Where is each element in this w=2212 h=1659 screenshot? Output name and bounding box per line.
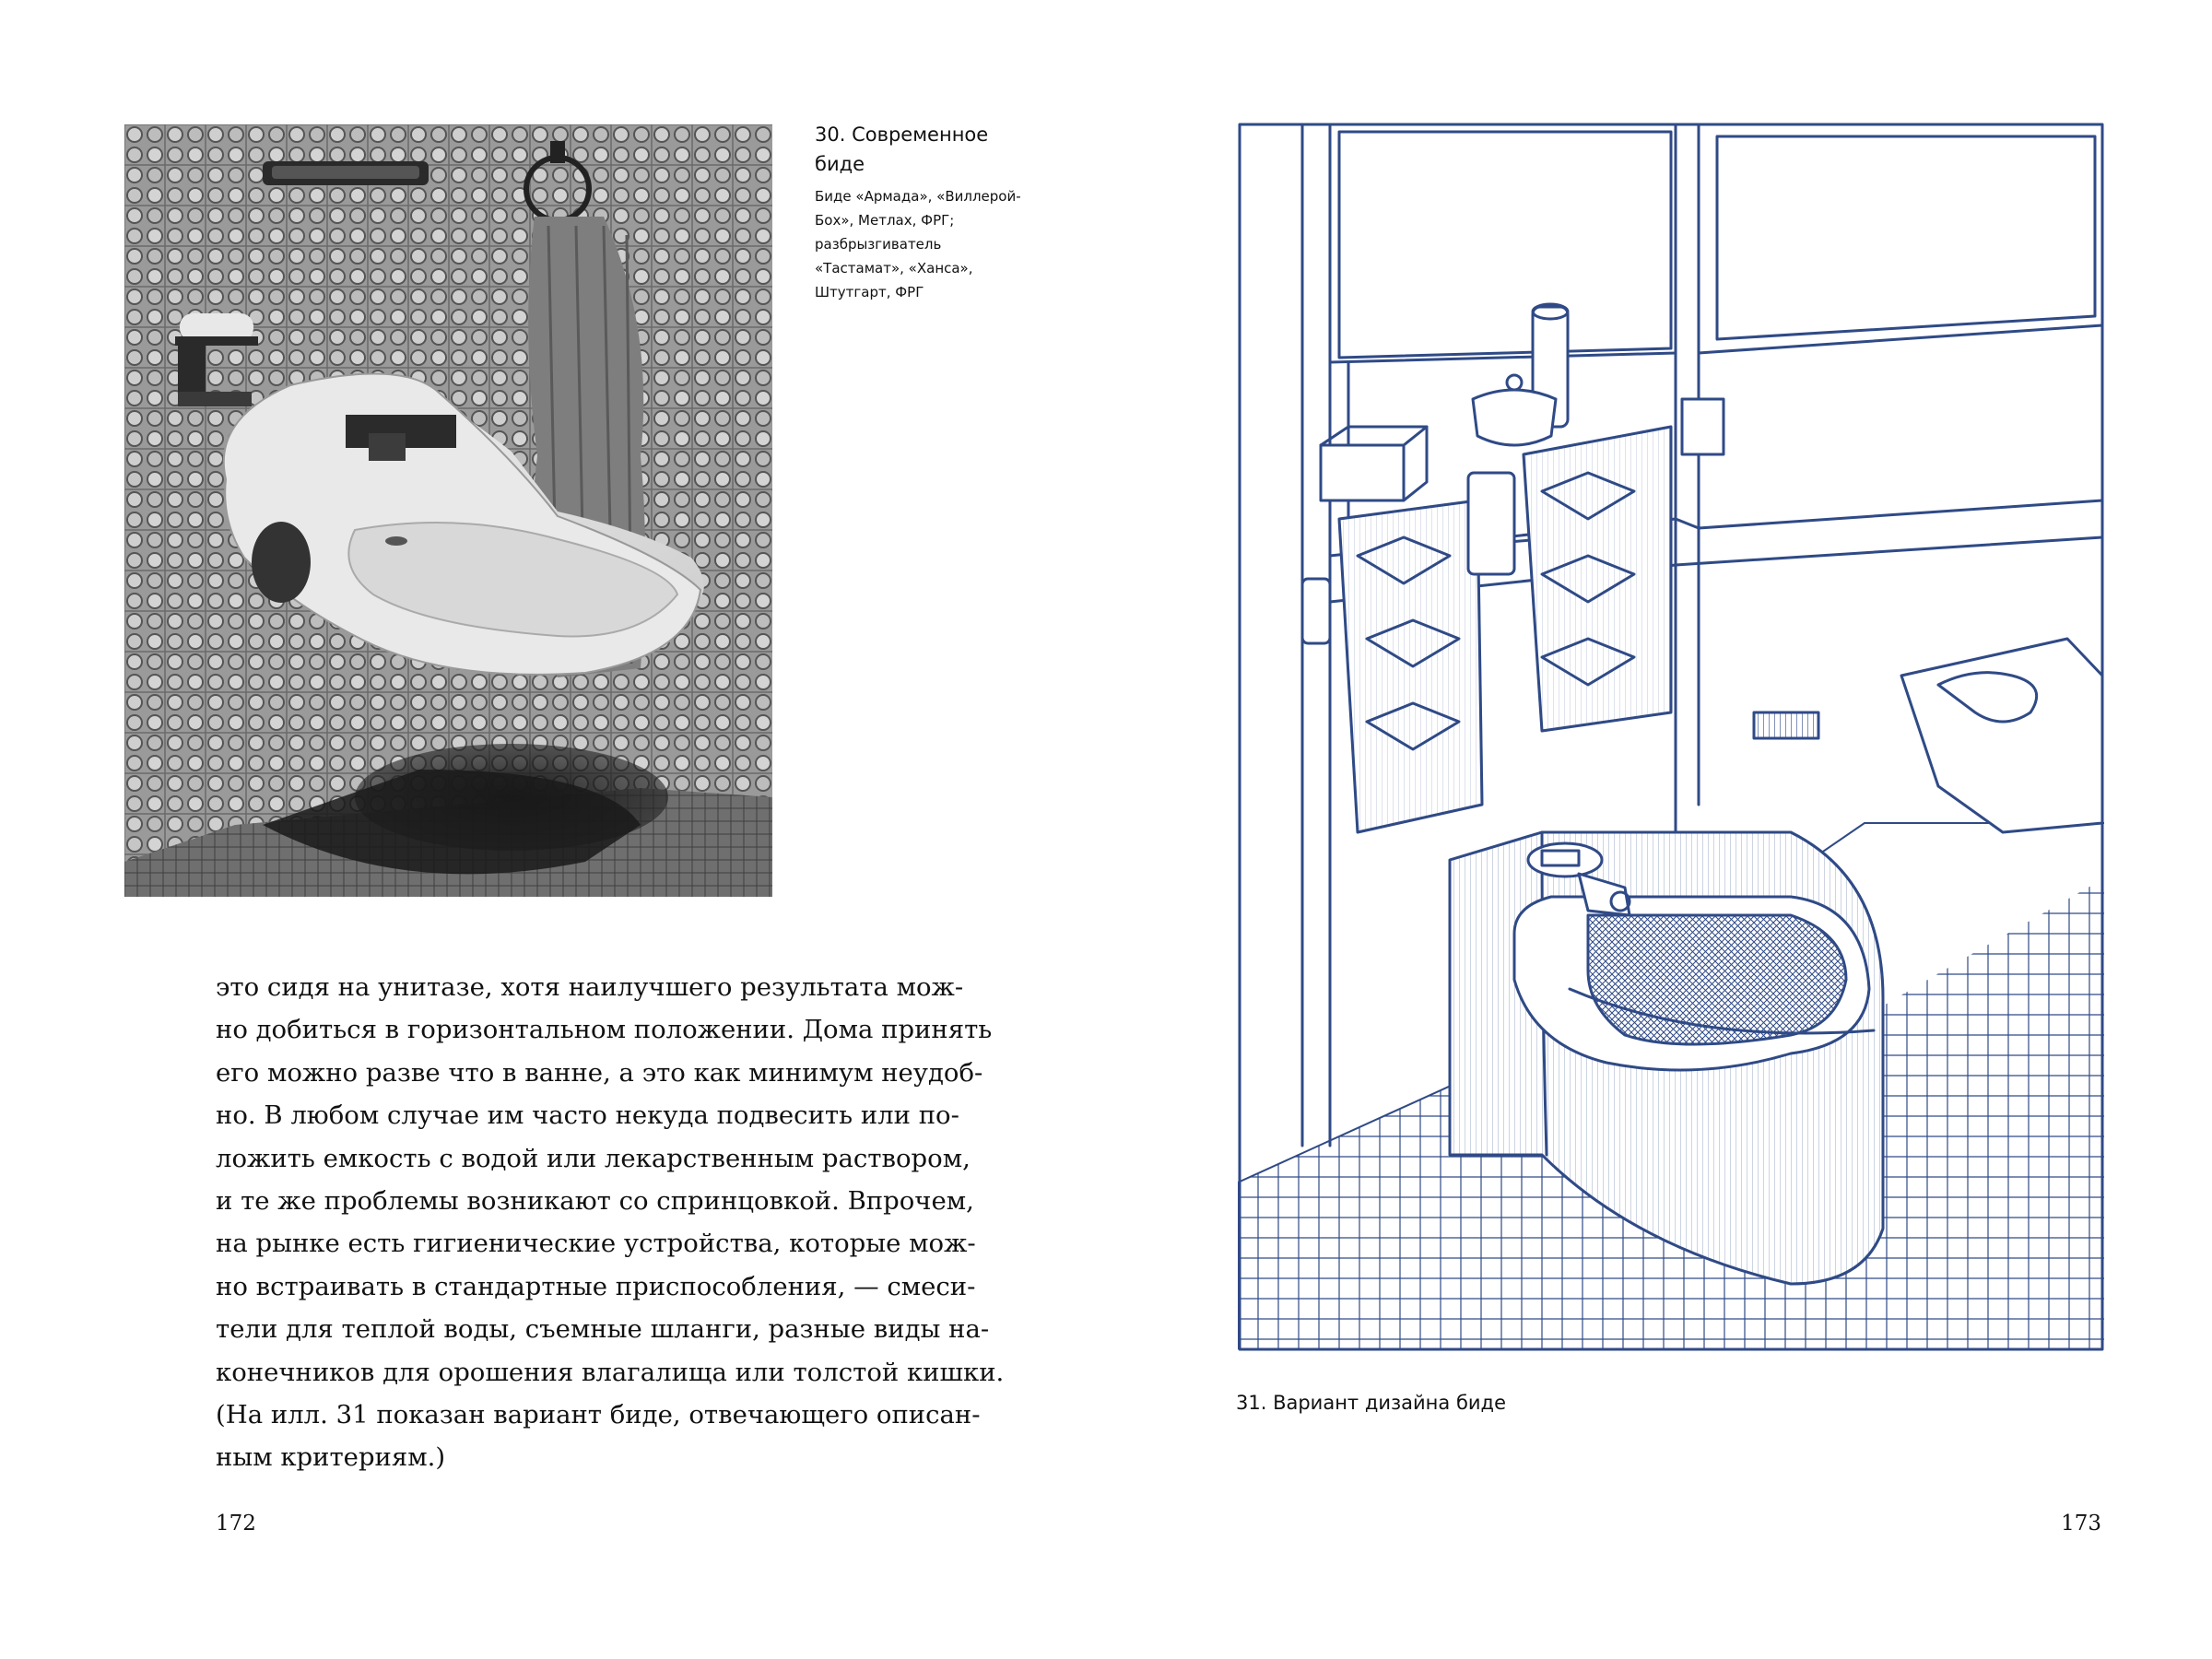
body-line: но. В любом случае им часто некуда подвесить или по- <box>216 1100 959 1131</box>
body-line: ложить емкость с водой или лекарственным раствором, <box>216 1143 971 1173</box>
body-line: конечников для орошения влагалища или толстой кишки. <box>216 1357 1005 1387</box>
body-text <box>216 966 1005 1479</box>
body-line: тели для теплой воды, съемные шланги, разные виды на- <box>216 1314 990 1345</box>
body-line: но встраивать в стандартные приспособления, — смеси- <box>216 1271 976 1301</box>
body-line: ным критериям.) <box>216 1442 446 1473</box>
figure-31-caption: 31. Вариант дизайна биде <box>1236 1392 1506 1414</box>
body-line: это сидя на унитазе, хотя наилучшего результата мож- <box>216 972 964 1002</box>
bidet-drawing <box>1238 123 2104 1351</box>
bidet-photo <box>124 124 772 897</box>
body-line: но добиться в горизонтальном положении. Дома принять <box>216 1015 993 1045</box>
figure-30-text: Биде «Армада», «Виллерой-Бох», Метлах, ФРГ; разбрызгиватель «Тастамат», «Ханса», Штутгарт, ФРГ <box>815 188 1021 300</box>
body-line: и те же проблемы возникают со спринцовкой. Впрочем, <box>216 1186 974 1217</box>
page-number-right: 173 <box>2061 1512 2101 1535</box>
right-page <box>1106 0 2212 1659</box>
body-line: на рынке есть гигиенические устройства, которые мож- <box>216 1229 976 1259</box>
body-line: его можно разве что в ванне, а это как минимум неудоб- <box>216 1057 983 1088</box>
figure-30-title: 30. Современное биде <box>815 124 989 175</box>
figure-30-caption <box>815 120 1027 304</box>
page-number-left: 172 <box>216 1512 256 1535</box>
body-line: (На илл. 31 показан вариант биде, отвечающего описан- <box>216 1400 981 1430</box>
